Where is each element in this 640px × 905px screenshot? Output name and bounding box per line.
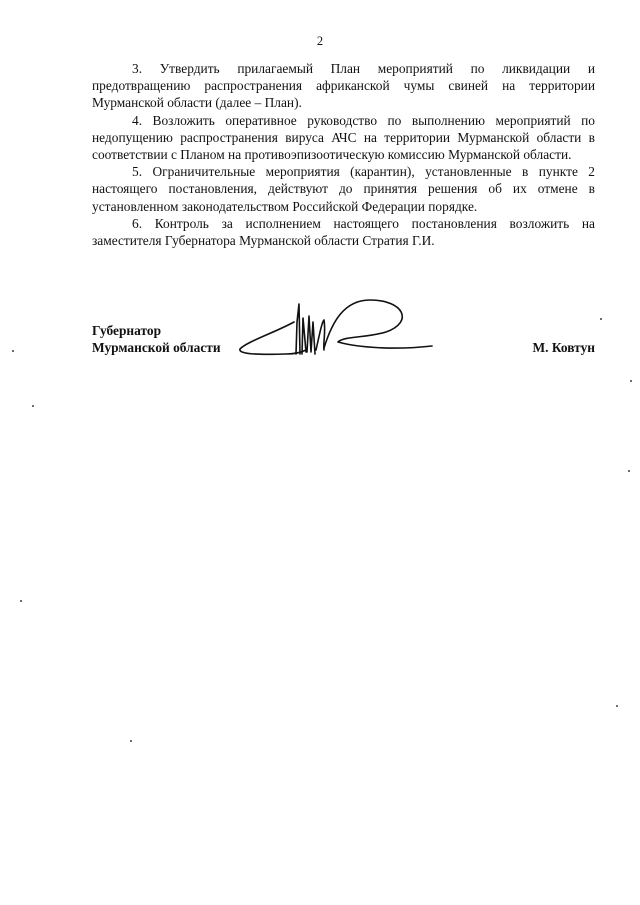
signatory-title bbox=[92, 322, 221, 356]
paragraph-3: 3. Утвердить прилагаемый План мероприятий по ликвидации и предотвращению распространения африканской чумы свиней на территории Мурманской области (далее – План). bbox=[92, 61, 595, 111]
scan-speck bbox=[628, 470, 630, 472]
signatory-title-line1: Губернатор bbox=[92, 323, 162, 338]
scan-speck bbox=[32, 405, 34, 407]
scan-speck bbox=[630, 380, 632, 382]
scan-speck bbox=[130, 740, 132, 742]
page-number: 2 bbox=[316, 34, 324, 48]
scan-speck bbox=[12, 350, 14, 352]
handwritten-signature bbox=[236, 292, 436, 372]
paragraph-6: 6. Контроль за исполнением настоящего постановления возложить на заместителя Губернатора Мурманской области Стратия Г.И. bbox=[92, 215, 595, 249]
signatory-title-line2: Мурманской области bbox=[92, 340, 221, 356]
document-body bbox=[92, 60, 595, 249]
scan-speck bbox=[616, 705, 618, 707]
scan-speck bbox=[600, 318, 602, 320]
paragraph-5: 5. Ограничительные мероприятия (карантин), установленные в пункте 2 настоящего постановления, действуют до принятия решения об их отмене в установленном законодательством Российской Федерации порядке. bbox=[92, 164, 595, 214]
scan-speck bbox=[20, 600, 22, 602]
paragraph-4: 4. Возложить оперативное руководство по выполнению мероприятий по недопущению распространения вируса АЧС на территории Мурманской области в соответствии с Планом на противоэпизоотическую комиссию Мурманской области. bbox=[92, 112, 595, 163]
signatory-name: М. Ковтун bbox=[532, 340, 595, 356]
